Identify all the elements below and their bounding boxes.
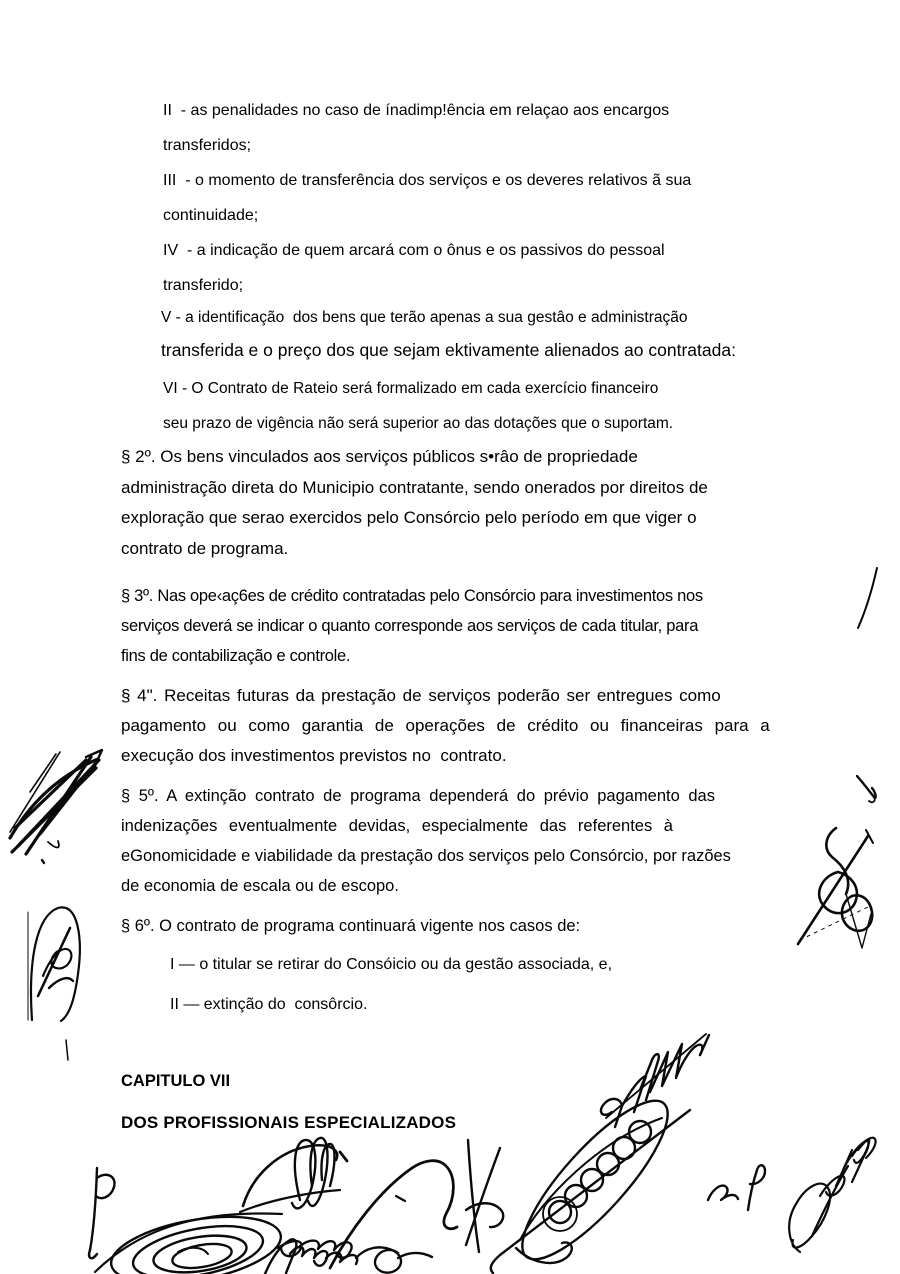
- stray-tick-ink: [66, 1040, 68, 1060]
- tall-lambda-signature-ink: [466, 1140, 503, 1252]
- doc-line: pagamento ou como garantia de operações de crédito ou financeiras para a: [121, 716, 770, 735]
- chapter-heading: [121, 1066, 230, 1096]
- doc-line: de economia de escala ou de escopo.: [121, 877, 399, 895]
- doc-line: § 2º. Os bens vinculados aos serviços públicos s•râo de propriedade: [121, 447, 638, 466]
- spiral-signature-cluster-ink: [95, 1138, 457, 1274]
- doc-line: § 5º. A extinção contrato de programa dependerá do prévio pagamento das: [121, 787, 715, 805]
- paragraph-4: [121, 681, 770, 771]
- doc-line: VI - O Contrato de Rateio será formalizado em cada exercício financeiro: [163, 380, 659, 397]
- subitem-i: [170, 950, 612, 980]
- paragraph-5: [121, 781, 731, 901]
- paragraph-2: [121, 442, 708, 564]
- small-squiggle-mark-ink: [708, 1165, 765, 1210]
- subitem-ii: [170, 990, 367, 1020]
- doc-line: administração direta do Municipio contratante, sendo onerados por direitos de: [121, 477, 708, 497]
- clause-item-v: [161, 301, 736, 367]
- zigzag-signature-ink: [601, 1034, 709, 1127]
- doc-line: III - o momento de transferência dos serviços e os deveres relativos ã sua: [163, 172, 692, 189]
- paragraph-3: [121, 581, 703, 671]
- left-arrow-scribble-ink: [10, 750, 102, 863]
- paragraph-6: [121, 911, 580, 941]
- doc-line: V - a identificação dos bens que terão apenas a sua gestâo e administração: [161, 309, 688, 326]
- right-slash-mark-ink: [858, 568, 877, 628]
- doc-line: transferida e o preço dos que sejam ektivamente alienados ao contratada:: [161, 340, 736, 360]
- doc-line: eGonomicidade e viabilidade da prestação dos serviços pelo Consórcio, por razões: [121, 847, 731, 865]
- right-hook-mark-ink: [857, 776, 876, 802]
- right-cross-loop-signature-ink: [798, 828, 873, 948]
- p-hook-signature-ink: [89, 1168, 114, 1258]
- doc-line: § 4". Receitas futuras da prestação de serviços poderão ser entregues como: [121, 686, 721, 705]
- doc-line: II - as penalidades no caso de ínadimp!ência em relaçao aos encargos: [163, 102, 670, 119]
- doc-line: continuidade;: [163, 207, 259, 224]
- doc-line: CAPITULO VII: [121, 1072, 231, 1090]
- doc-line: indenizações eventualmente devidas, especialmente das referentes à: [121, 817, 673, 835]
- clause-item-ii: [163, 93, 669, 163]
- doc-line: IV - a indicação de quem arcará com o ônus e os passivos do pessoal: [163, 242, 665, 259]
- chapter-title: [121, 1108, 456, 1138]
- doc-line: execução dos investimentos previstos no contrato.: [121, 746, 507, 765]
- clause-item-iv: [163, 233, 665, 303]
- doc-line: § 3º. Nas ope‹aç6es de crédito contratadas pelo Consórcio para investimentos nos: [121, 587, 703, 605]
- doc-line: exploração que serao exercidos pelo Consórcio pelo período em que viger o: [121, 508, 697, 527]
- cursive-j-signature-ink: [789, 1138, 875, 1252]
- cigar-loop-signature-ink: [491, 1083, 690, 1274]
- clause-item-vi: [163, 371, 673, 441]
- doc-line: transferidos;: [163, 137, 252, 154]
- doc-line: § 6º. O contrato de programa continuará vigente nos casos de:: [121, 917, 581, 935]
- doc-line: transferido;: [163, 277, 244, 294]
- doc-line: serviços deverá se indicar o quanto corresponde aos serviços de cada titular, para: [121, 617, 699, 635]
- doc-line: I — o titular se retirar do Consóicio ou da gestão associada, e,: [170, 956, 613, 973]
- doc-line: II — extinção do consôrcio.: [170, 996, 368, 1013]
- doc-line: contrato de programa.: [121, 538, 289, 558]
- doc-line: seu prazo de vigência não será superior ao das dotações que o suportam.: [163, 415, 674, 432]
- clause-item-iii: [163, 163, 691, 233]
- doc-line: DOS PROFISSIONAIS ESPECIALIZADOS: [121, 1113, 457, 1132]
- left-oval-initials-ink: [28, 907, 80, 1021]
- doc-line: fins de contabilização e controle.: [121, 647, 351, 665]
